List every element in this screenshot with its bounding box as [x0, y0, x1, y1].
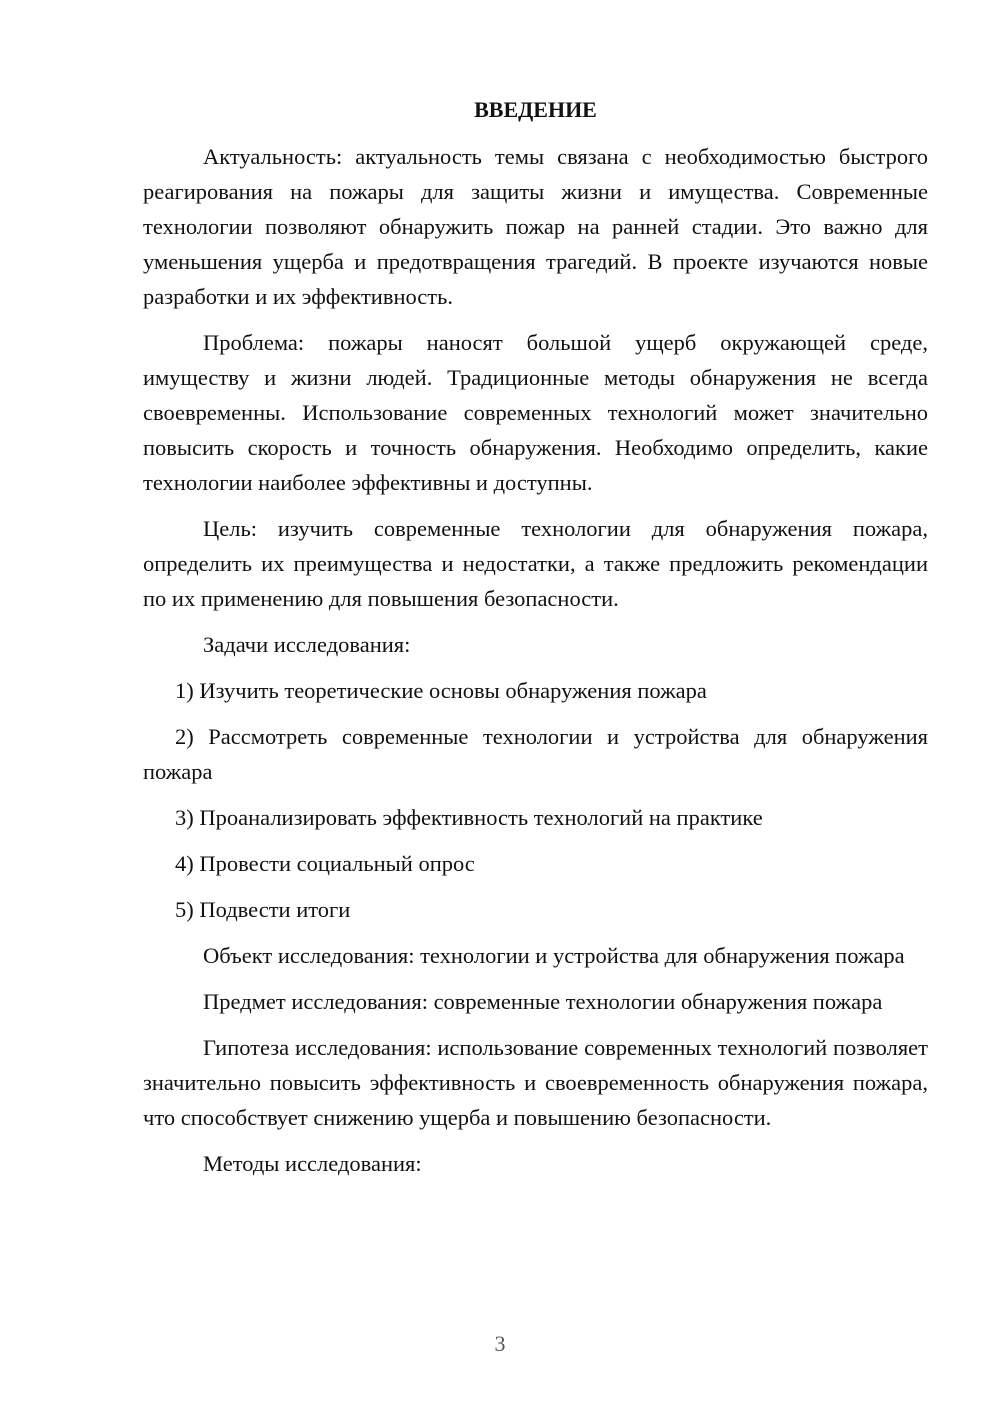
page-title: ВВЕДЕНИЕ	[474, 97, 597, 122]
list-item: 5) Подвести итоги	[175, 897, 351, 922]
tasks-list	[143, 673, 928, 927]
page-number: 3	[494, 1331, 506, 1356]
list-item: 3) Проанализировать эффективность технологий на практике	[175, 805, 763, 830]
list-item: 2) Рассмотреть современные технологии и устройства для обнаружения пожара	[143, 724, 928, 784]
subject-paragraph: Предмет исследования: современные технологии обнаружения пожара	[203, 989, 883, 1014]
list-item: 4) Провести социальный опрос	[175, 851, 475, 876]
tasks-heading: Задачи исследования:	[203, 632, 411, 657]
page-content	[143, 92, 928, 1192]
methods-heading: Методы исследования:	[203, 1151, 422, 1176]
list-item: 1) Изучить теоретические основы обнаружения пожара	[175, 678, 707, 703]
problem-paragraph: Проблема: пожары наносят большой ущерб окружающей среде, имуществу и жизни людей. Традиционные методы обнаружения не всегда своевременны. Использование современных технологий может значительно повысить скорость и точность обнаружения. Необходимо определить, какие технологии наиболее эффективны и доступны.	[143, 330, 928, 495]
relevance-paragraph: Актуальность: актуальность темы связана с необходимостью быстрого реагирования на пожары для защиты жизни и имущества. Современные технологии позволяют обнаружить пожар на ранней стадии. Это важно для уменьшения ущерба и предотвращения трагедий. В проекте изучаются новые разработки и их эффективность.	[143, 144, 928, 309]
object-paragraph: Объект исследования: технологии и устройства для обнаружения пожара	[203, 943, 905, 968]
hypothesis-paragraph: Гипотеза исследования: использование современных технологий позволяет значительно повысить эффективность и своевременность обнаружения пожара, что способствует снижению ущерба и повышению безопасности.	[143, 1035, 928, 1130]
goal-paragraph: Цель: изучить современные технологии для обнаружения пожара, определить их преимущества и недостатки, а также предложить рекомендации по их применению для повышения безопасности.	[143, 516, 928, 611]
